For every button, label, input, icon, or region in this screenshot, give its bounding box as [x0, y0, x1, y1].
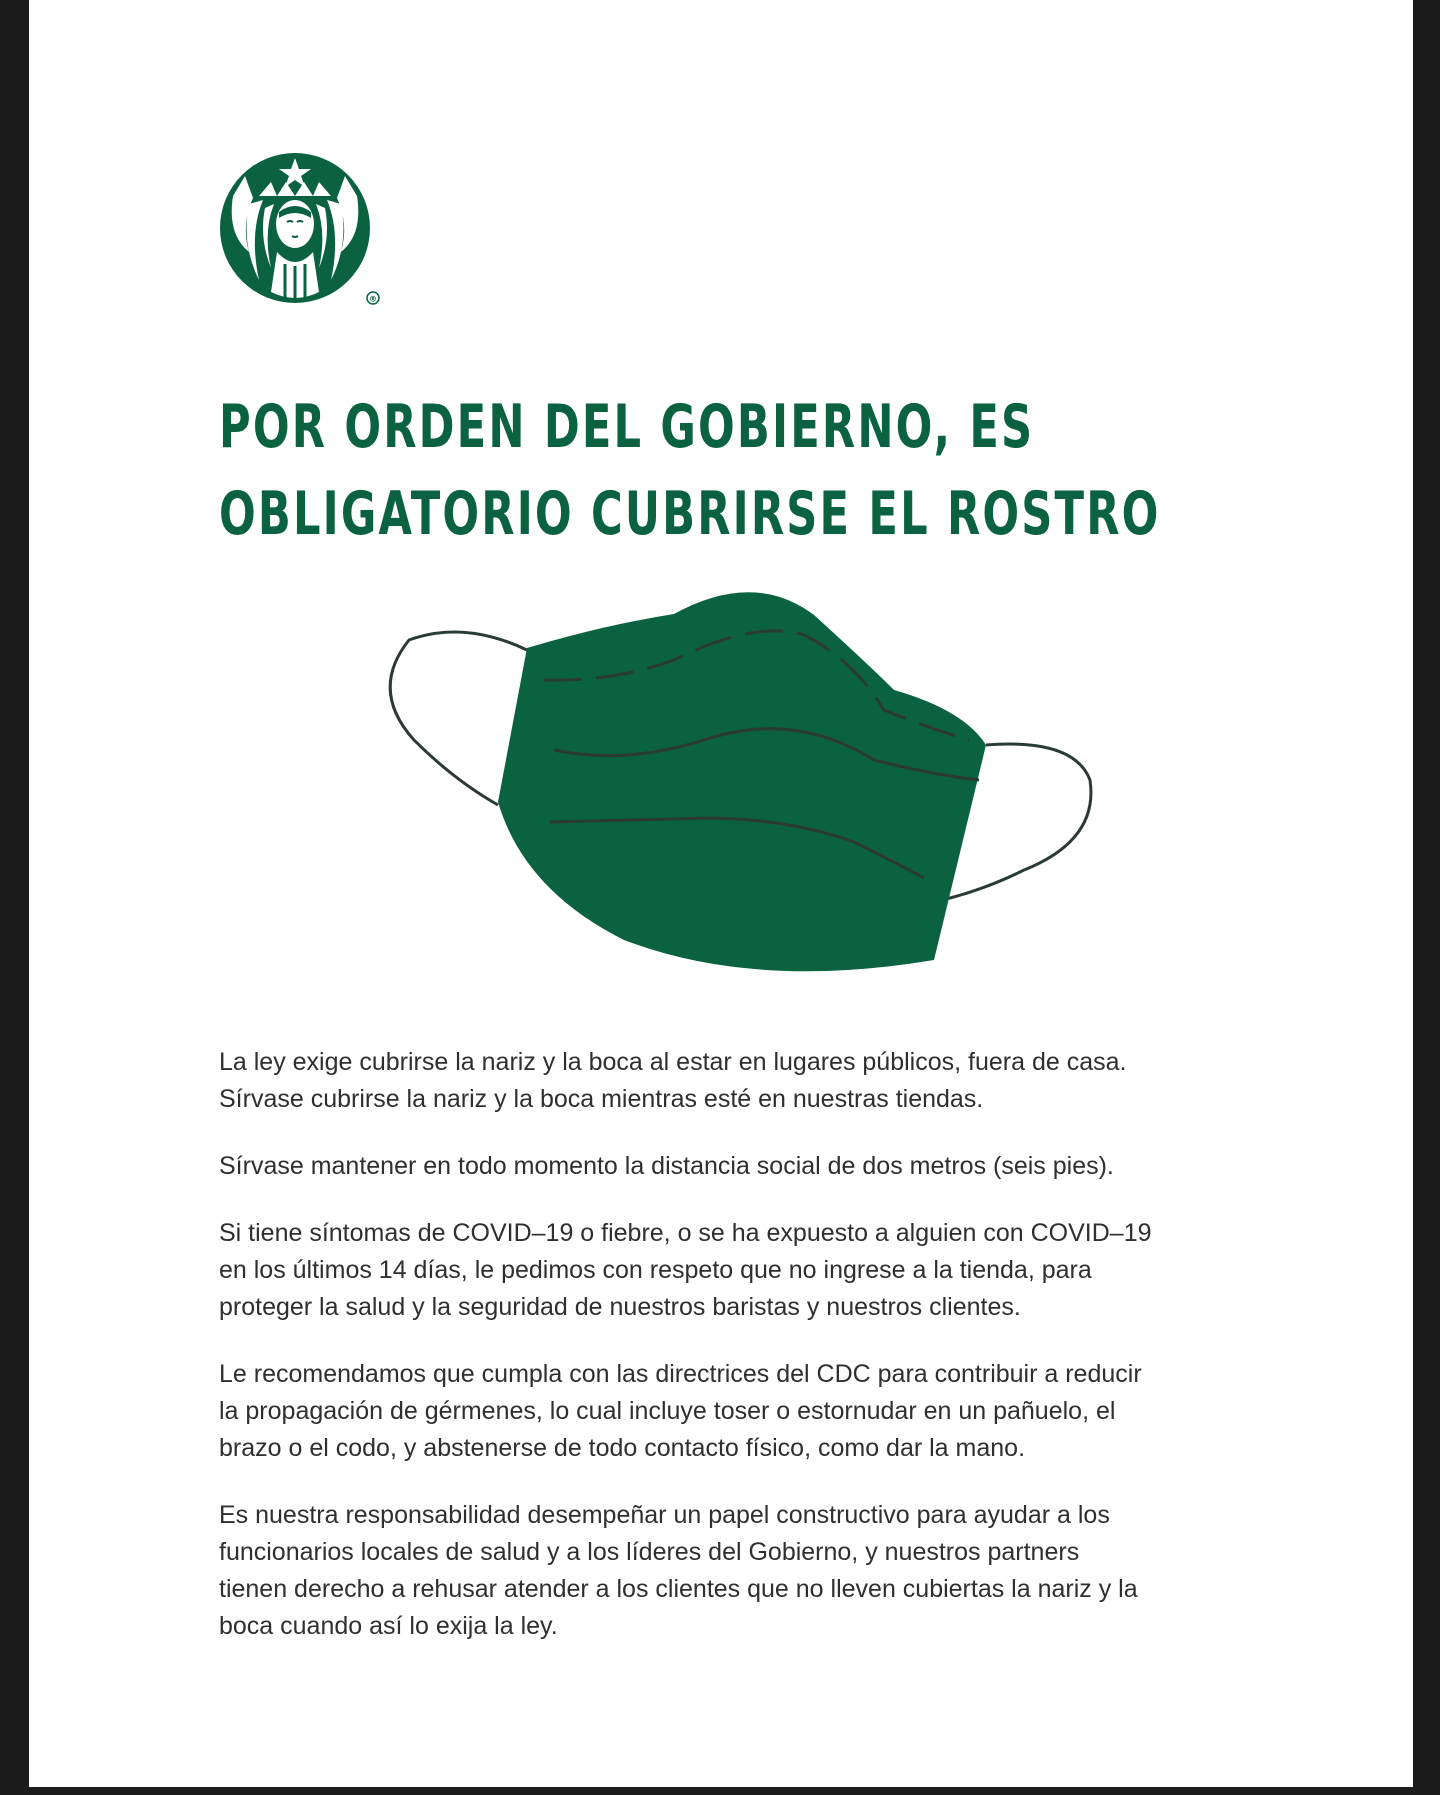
paragraph-line: Le recomendamos que cumpla con las directrices del CDC para contribuir a reducir: [219, 1360, 1142, 1388]
paragraph-line: La ley exige cubrirse la nariz y la boca al estar en lugares públicos, fuera de casa.: [219, 1048, 1127, 1076]
paragraph-social-distance: [219, 1148, 1279, 1185]
paragraph-line: la propagación de gérmenes, lo cual incluye toser o estornudar en un pañuelo, el: [219, 1397, 1116, 1425]
registered-mark: ®: [369, 294, 377, 304]
page-title: [219, 384, 1161, 558]
paragraph-line: boca cuando así lo exija la ley.: [219, 1612, 558, 1640]
face-mask-icon: [374, 590, 1104, 980]
paragraph-line: Sírvase cubrirse la nariz y la boca mientras esté en nuestras tiendas.: [219, 1085, 984, 1113]
paragraph-line: tienen derecho a rehusar atender a los clientes que no lleven cubiertas la nariz y la: [219, 1575, 1138, 1603]
paragraph-line: en los últimos 14 días, le pedimos con respeto que no ingrese a la tienda, para: [219, 1256, 1092, 1284]
paragraph-line: Es nuestra responsabilidad desempeñar un papel constructivo para ayudar a los: [219, 1501, 1110, 1529]
paragraph-line: Si tiene síntomas de COVID–19 o fiebre, o se ha expuesto a alguien con COVID–19: [219, 1219, 1152, 1247]
paragraph-line: funcionarios locales de salud y a los líderes del Gobierno, y nuestros partners: [219, 1538, 1080, 1566]
paragraph-covid-symptoms: [219, 1215, 1279, 1326]
paragraph-responsibility: [219, 1497, 1279, 1645]
paragraph-line: Sírvase mantener en todo momento la distancia social de dos metros (seis pies).: [219, 1152, 1114, 1180]
paragraph-law-requirement: [219, 1044, 1279, 1118]
notice-body: [219, 1044, 1279, 1675]
paragraph-line: proteger la salud y la seguridad de nuestros baristas y nuestros clientes.: [219, 1293, 1021, 1321]
starbucks-siren-logo-icon: [219, 152, 387, 307]
paragraph-line: brazo o el codo, y abstenerse de todo contacto físico, como dar la mano.: [219, 1434, 1026, 1462]
title-line-1: POR ORDEN DEL GOBIERNO, ES: [219, 392, 1035, 462]
paragraph-cdc-guidelines: [219, 1356, 1279, 1467]
notice-page: [29, 0, 1413, 1787]
title-line-2: OBLIGATORIO CUBRIRSE EL ROSTRO: [219, 479, 1161, 549]
